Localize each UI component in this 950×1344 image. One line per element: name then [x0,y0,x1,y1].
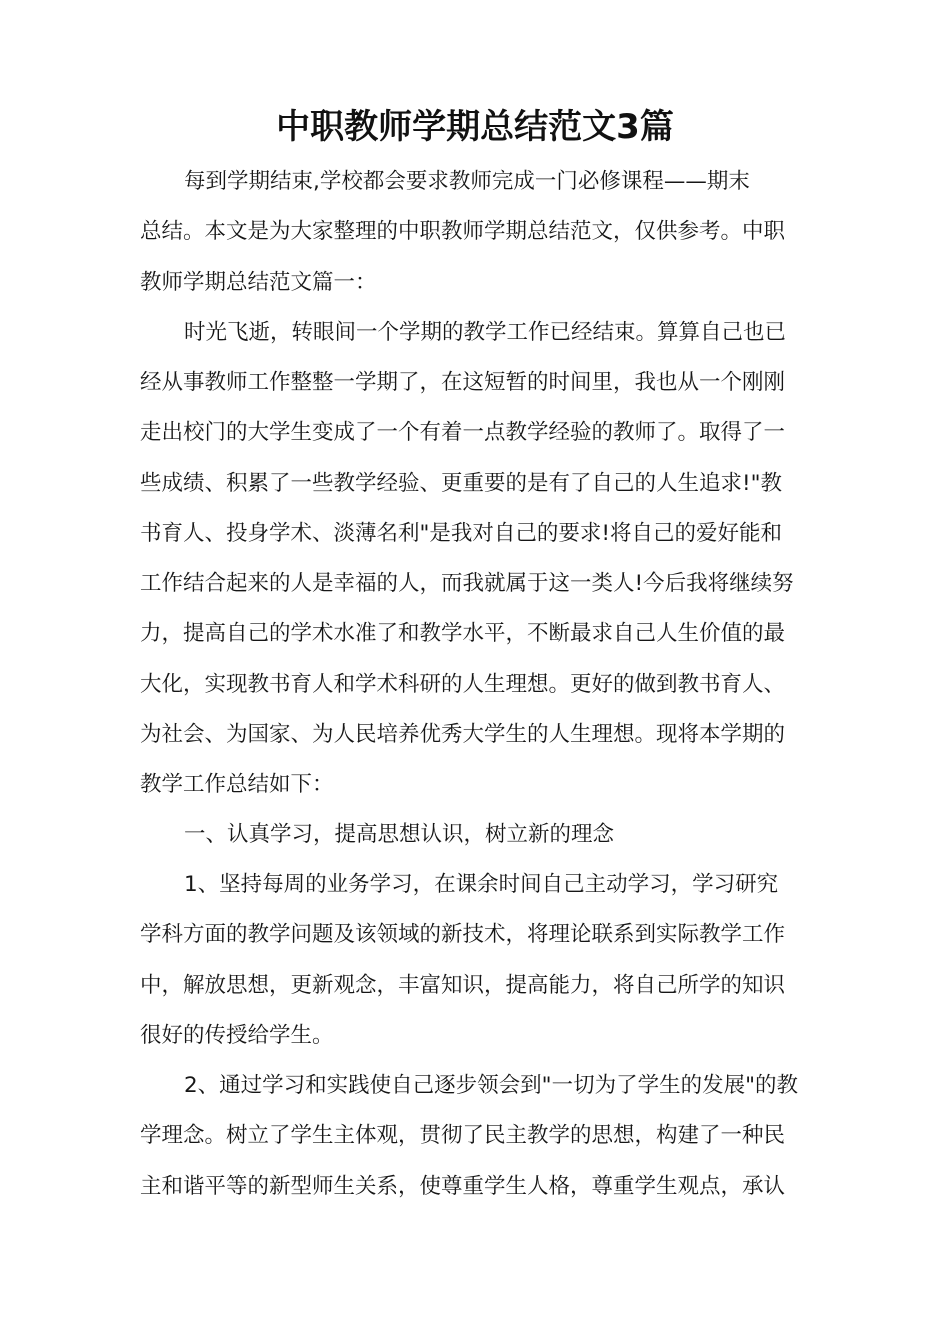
text-line: 力，提高自己的学术水准了和教学水平，不断最求自己人生价值的最 [140,621,786,646]
text-line: 大化，实现教书育人和学术科研的人生理想。更好的做到教书育人、 [140,672,786,697]
text-line: 主和谐平等的新型师生关系，使尊重学生人格，尊重学生观点，承认 [140,1174,786,1199]
text-line: 1、坚持每周的业务学习，在课余时间自己主动学习，学习研究 [184,872,779,897]
section-heading: 一、认真学习，提高思想认识，树立新的理念 [184,822,615,847]
text-line: 些成绩、积累了一些教学经验、更重要的是有了自己的人生追求!"教 [140,471,783,496]
text-line: 书育人、投身学术、淡薄名利"是我对自己的要求!将自己的爱好能和 [140,521,783,546]
text-line: 工作结合起来的人是幸福的人，而我就属于这一类人!今后我将继续努 [140,571,794,596]
document-title: 中职教师学期总结范文3篇 [276,107,674,147]
text-line: 时光飞逝，转眼间一个学期的教学工作已经结束。算算自己也已 [184,320,787,345]
text-line: 走出校门的大学生变成了一个有着一点教学经验的教师了。取得了一 [140,420,786,445]
text-line: 教师学期总结范文篇一： [140,270,377,295]
text-line: 2、通过学习和实践使自己逐步领会到"一切为了学生的发展"的教 [184,1073,798,1098]
text-line: 学理念。树立了学生主体观，贯彻了民主教学的思想，构建了一种民 [140,1123,786,1148]
text-line: 总结。本文是为大家整理的中职教师学期总结范文，仅供参考。中职 [140,219,786,244]
text-line: 中，解放思想，更新观念，丰富知识，提高能力，将自己所学的知识 [140,973,786,998]
text-line: 为社会、为国家、为人民培养优秀大学生的人生理想。现将本学期的 [140,722,786,747]
text-line: 每到学期结束,学校都会要求教师完成一门必修课程——期末 [184,169,750,194]
text-line: 学科方面的教学问题及该领域的新技术，将理论联系到实际教学工作 [140,922,786,947]
text-line: 很好的传授给学生。 [140,1023,334,1048]
text-line: 经从事教师工作整整一学期了，在这短暂的时间里，我也从一个刚刚 [140,370,786,395]
text-line: 教学工作总结如下： [140,772,334,797]
